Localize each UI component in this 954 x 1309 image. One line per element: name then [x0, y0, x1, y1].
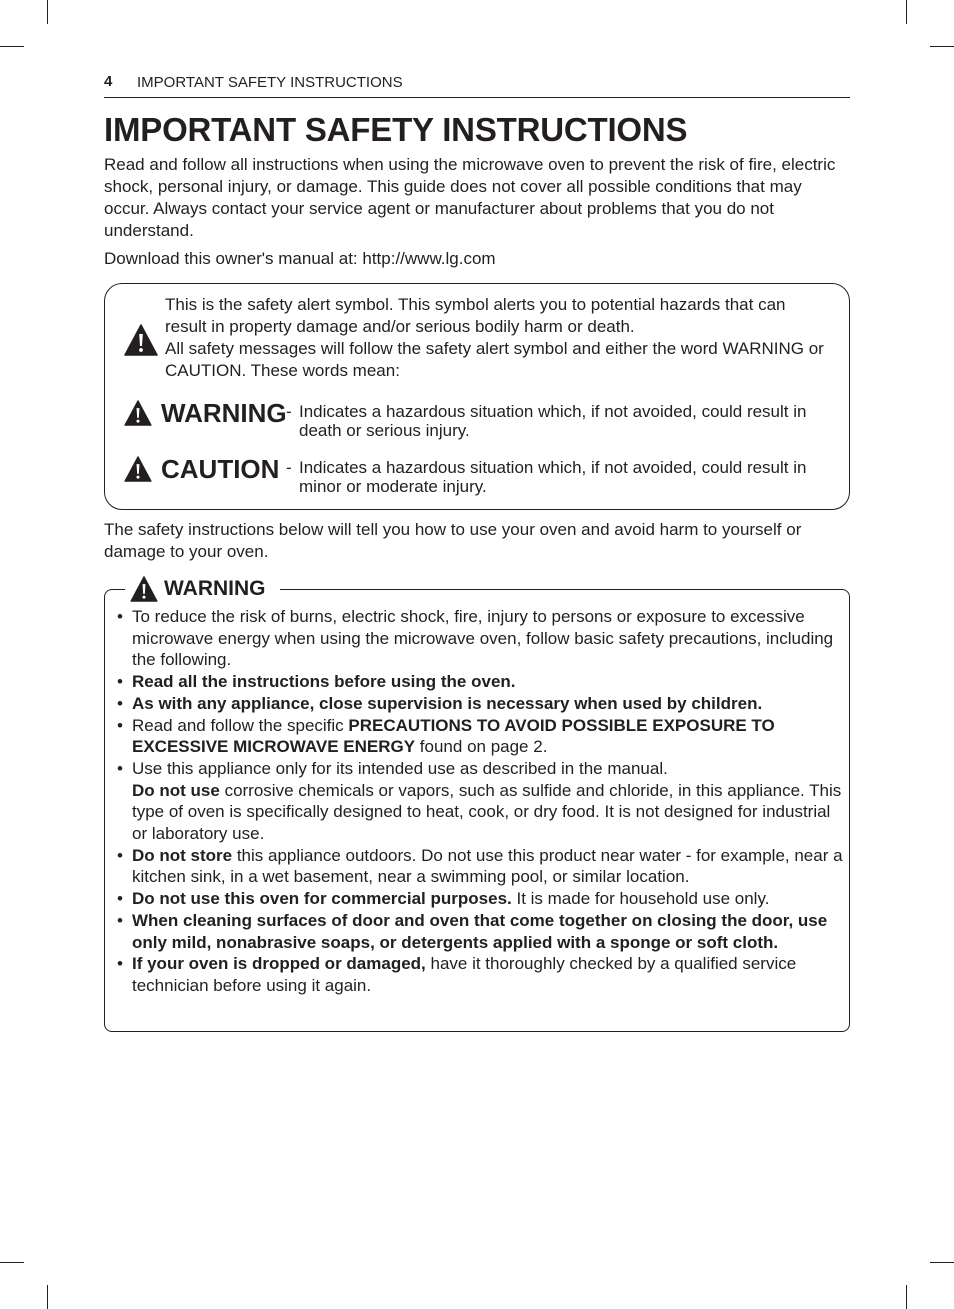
list-item [105, 953, 849, 996]
alert-line-1: This is the safety alert symbol. This symbol alerts you to potential hazards that can result in property damage and/or serious bodily harm or death. [165, 295, 786, 336]
intro-paragraph: Read and follow all instructions when using the microwave oven to prevent the risk of fire, electric shock, personal injury, or damage. This guide does not cover all possible conditions that may occur. Always contact your service agent or manufacturer about problems that you do not understand. [104, 155, 836, 240]
item-text: To reduce the risk of burns, electric shock, fire, injury to persons or exposure to excessive microwave energy when using the microwave oven, follow basic safety precautions, including the following. [132, 607, 834, 670]
alert-line-2: All safety messages will follow the safety alert symbol and either the word WARNING or CAUTION. These words mean: [165, 339, 824, 380]
item-bold-text: Do not use [132, 780, 220, 800]
crop-mark [47, 0, 48, 24]
crop-mark [930, 46, 954, 47]
signal-word-caution: CAUTION [161, 454, 280, 484]
item-bold-text: Read all the instructions before using the oven. [132, 672, 516, 692]
warning-section-heading [125, 576, 280, 602]
warning-definition [124, 398, 839, 444]
crop-mark [930, 1262, 954, 1263]
list-item [105, 758, 849, 845]
caution-definition [124, 454, 839, 500]
warning-heading-text: WARNING [164, 577, 266, 600]
list-item [105, 888, 849, 910]
download-note: Download this owner's manual at: http://www.lg.com [104, 249, 496, 268]
item-text: Use this appliance only for its intended use as described in the manual. [132, 758, 668, 778]
warning-triangle-icon [124, 456, 152, 482]
item-bold-text: Do not use this oven for commercial purposes. [132, 889, 512, 909]
warning-triangle-icon [124, 400, 152, 426]
definition-dash: - [286, 458, 292, 477]
warning-section [104, 577, 850, 1032]
item-bold-text: Do not store [132, 845, 233, 865]
crop-mark [906, 1285, 907, 1309]
warning-description: Indicates a hazardous situation which, if not avoided, could result in death or serious injury. [299, 402, 807, 440]
warning-triangle-icon [130, 576, 158, 602]
item-bold-text: When cleaning surfaces of door and oven that come together on closing the door, use only mild, nonabrasive soaps, or detergents applied with a sponge or soft cloth. [132, 910, 828, 952]
caution-description: Indicates a hazardous situation which, if not avoided, could result in minor or moderate injury. [299, 458, 807, 496]
item-text: Read and follow the specific [132, 715, 349, 735]
safety-intro-paragraph: The safety instructions below will tell you how to use your oven and avoid harm to yourself or damage to your oven. [104, 520, 802, 561]
list-item [105, 693, 849, 715]
list-item [105, 845, 849, 888]
item-bold-text: PRECAUTIONS TO AVOID POSSIBLE EXPOSURE TO EXCESSIVE MICROWAVE ENERGY [132, 715, 775, 757]
running-title: IMPORTANT SAFETY INSTRUCTIONS [137, 74, 403, 91]
item-text: corrosive chemicals or vapors, such as sulfide and chloride, in this appliance. This type of oven is specifically designed to heat, cook, or dry food. It is not designed for industrial or laboratory use. [132, 780, 842, 844]
safety-alert-box [104, 283, 850, 510]
item-text: It is made for household use only. [511, 889, 770, 909]
page-title: IMPORTANT SAFETY INSTRUCTIONS [104, 111, 688, 148]
list-item [105, 606, 849, 671]
crop-mark [0, 46, 24, 47]
crop-mark [47, 1285, 48, 1309]
warning-triangle-icon [124, 324, 158, 356]
page-header [104, 73, 850, 98]
list-item [105, 715, 849, 758]
alert-explanation [165, 294, 825, 382]
definition-dash: - [286, 402, 292, 421]
crop-mark [0, 1262, 24, 1263]
item-text: found on page 2. [415, 737, 548, 757]
item-bold-text: As with any appliance, close supervision is necessary when used by children. [132, 693, 763, 713]
item-text: this appliance outdoors. Do not use this product near water - for example, near a kitchen sink, in a wet basement, near a swimming pool, or similar location. [132, 845, 843, 887]
crop-mark [906, 0, 907, 24]
signal-word-warning: WARNING [161, 398, 287, 428]
warning-list [105, 606, 849, 997]
item-bold-text: If your oven is dropped or damaged, [132, 954, 426, 974]
list-item [105, 671, 849, 693]
page-number: 4 [104, 73, 113, 90]
list-item [105, 910, 849, 953]
item-text: have it thoroughly checked by a qualified service technician before using it again. [132, 954, 797, 995]
